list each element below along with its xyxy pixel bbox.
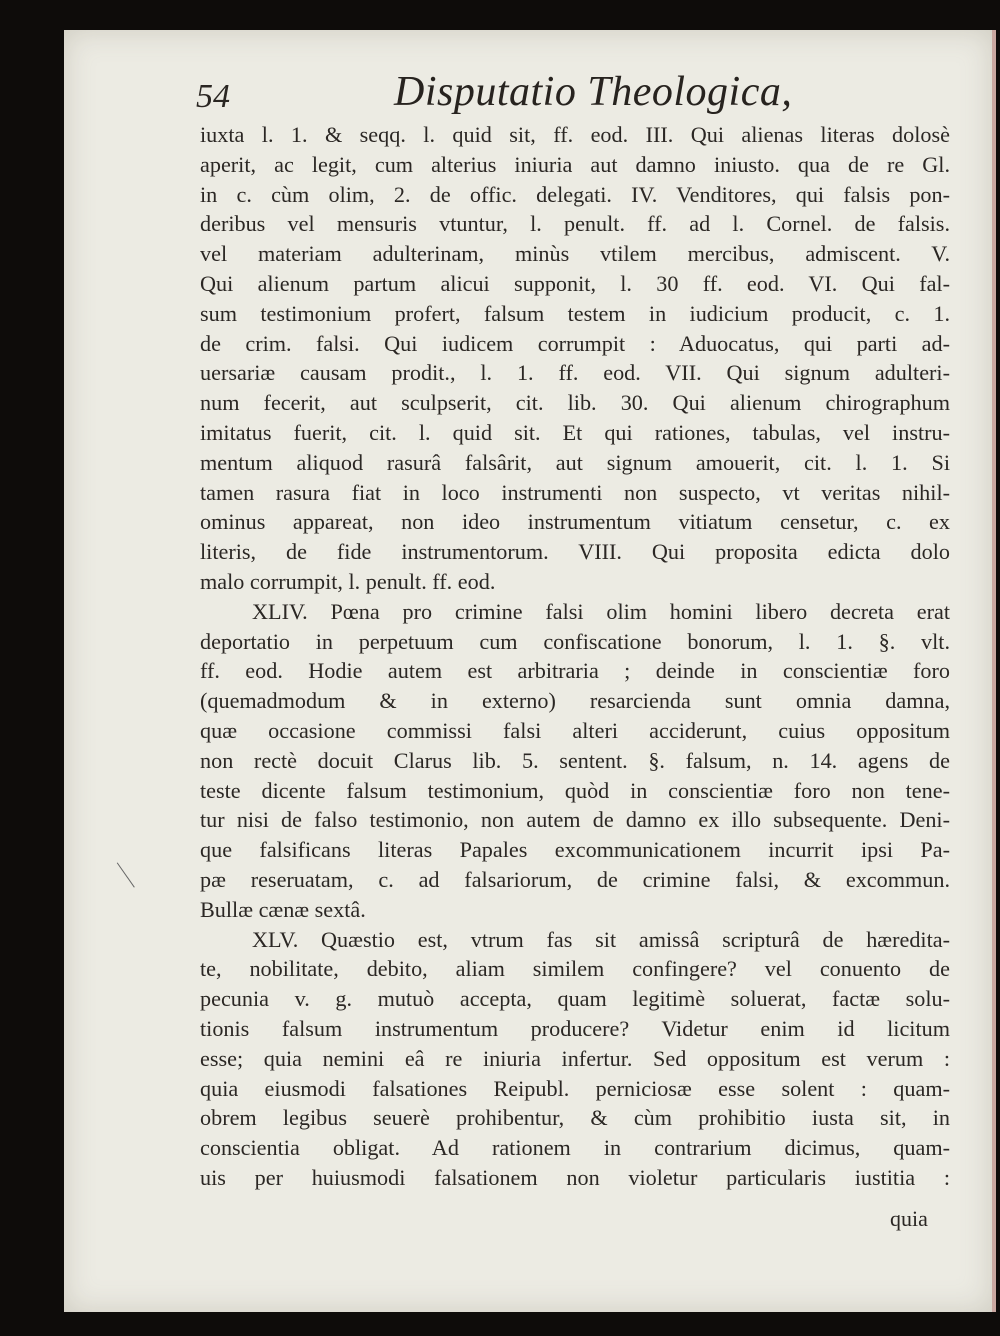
text-line: uersariæ causam prodit., l. 1. ff. eod. VII. Qui signum adulteri- (200, 360, 950, 386)
text-line: te, nobilitate, debito, aliam similem confingere? vel conuento de (200, 956, 950, 982)
text-line: imitatus fuerit, cit. l. quid sit. Et qui rationes, tabulas, vel instru- (200, 419, 950, 445)
text-line: uis per huiusmodi falsationem non violetur particularis iustitia : (200, 1164, 950, 1190)
text-line: num fecerit, aut sculpserit, cit. lib. 30. Qui alienum chirographum (200, 390, 950, 416)
text-line: quæ occasione commissi falsi alteri acciderunt, cuius oppositum (200, 717, 950, 743)
text-line: non rectè docuit Clarus lib. 5. sentent. §. falsum, n. 14. agens de (200, 747, 950, 773)
text-line: quia eiusmodi falsationes Reipubl. perniciosæ esse solent : quam- (200, 1075, 950, 1101)
text-line: literis, de fide instrumentorum. VIII. Qui proposita edicta dolo (200, 539, 950, 565)
text-line: obrem legibus seuerè prohibentur, & cùm prohibitio iusta sit, in (200, 1105, 950, 1131)
text-line: (quemadmodum & in externo) resarcienda sunt omnia damna, (200, 688, 950, 714)
text-line: pæ reseruatam, c. ad falsariorum, de crimine falsi, & excommun. (200, 866, 950, 892)
text-line: teste dicente falsum testimonium, quòd in conscientiæ foro non tene- (200, 777, 950, 803)
text-line: de crim. falsi. Qui iudicem corrumpit : Aduocatus, qui parti ad- (200, 330, 950, 356)
text-line: deportatio in perpetuum cum confiscatione bonorum, l. 1. §. vlt. (200, 628, 950, 654)
text-line: mentum aliquod rasurâ falsârit, aut signum amouerit, cit. l. 1. Si (200, 449, 950, 475)
text-line: deribus vel mensuris vtuntur, l. penult. ff. ad l. Cornel. de falsis. (200, 211, 950, 237)
text-line: in c. cùm olim, 2. de offic. delegati. IV. Venditores, qui falsis pon- (200, 181, 950, 207)
running-head: Disputatio Theologica, (394, 69, 793, 115)
paragraph-start-line: XLV. Quæstio est, vtrum fas sit amissâ scripturâ de hæredita- (252, 926, 950, 952)
text-line: vel materiam adulterinam, minùs vtilem mercibus, admiscent. V. (200, 241, 950, 267)
paragraph-start-line: XLIV. Pœna pro crimine falsi olim homini libero decreta erat (252, 598, 950, 624)
text-line: tionis falsum instrumentum producere? Videtur enim id licitum (200, 1015, 950, 1041)
text-line: malo corrumpit, l. penult. ff. eod. (200, 568, 496, 594)
text-line: tur nisi de falso testimonio, non autem de damno ex illo subsequente. Deni- (200, 807, 950, 833)
text-line: esse; quia nemini eâ re iniuria infertur. Sed oppositum est verum : (200, 1045, 950, 1071)
text-line: aperit, ac legit, cum alterius iniuria aut damno iniusto. qua de re Gl. (200, 151, 950, 177)
text-line: tamen rasura fiat in loco instrumenti non suspecto, vt veritas nihil- (200, 479, 950, 505)
text-line: ff. eod. Hodie autem est arbitraria ; deinde in conscientiæ foro (200, 658, 950, 684)
body-text (200, 120, 950, 1193)
text-line: iuxta l. 1. & seqq. l. quid sit, ff. eod. III. Qui alienas literas dolosè (200, 122, 950, 147)
text-line: Bullæ cænæ sextâ. (200, 896, 366, 922)
text-line: sum testimonium profert, falsum testem in iudicium producit, c. 1. (200, 300, 950, 326)
text-line: conscientia obligat. Ad rationem in contrarium dicimus, quam- (200, 1135, 950, 1161)
text-line: Qui alienum partum alicui supponit, l. 30 ff. eod. VI. Qui fal- (200, 270, 950, 296)
text-line: pecunia v. g. mutuò accepta, quam legitimè soluerat, factæ solu- (200, 986, 950, 1012)
text-line: ominus appareat, non ideo instrumentum vitiatum censetur, c. ex (200, 509, 950, 535)
page-number: 54 (196, 78, 230, 115)
text-line: que falsificans literas Papales excommunicationem incurrit ipsi Pa- (200, 837, 950, 863)
catchword: quia (890, 1206, 928, 1231)
